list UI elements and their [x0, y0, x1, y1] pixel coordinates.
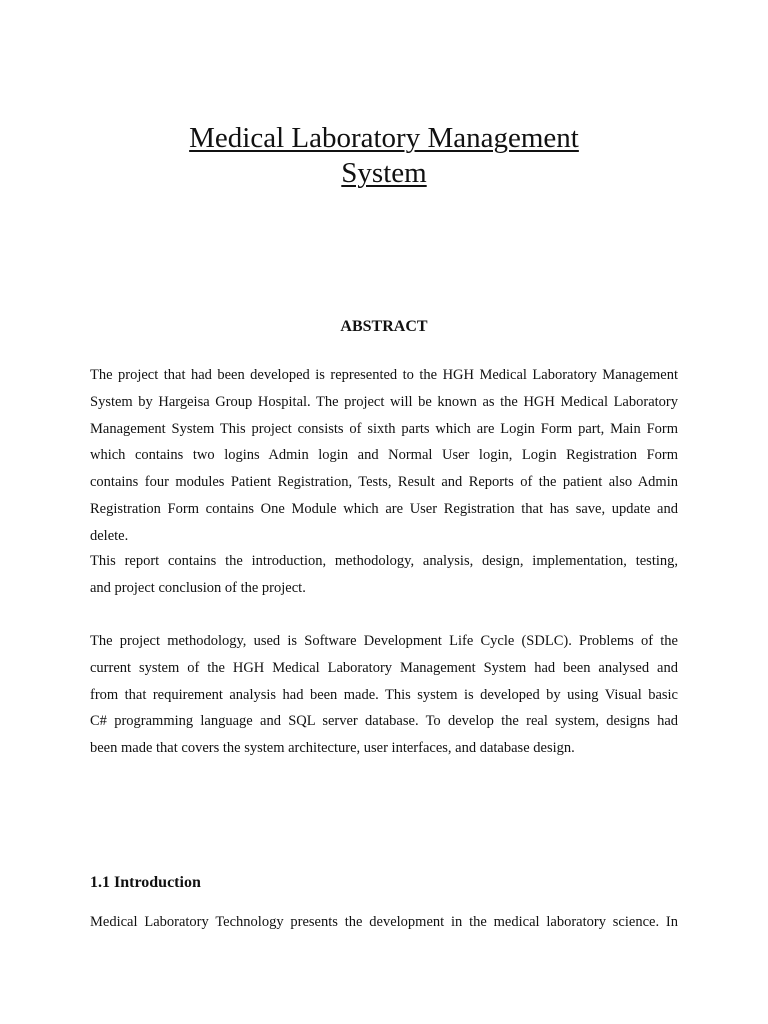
text-line: current system of the HGH Medical Laboratory Management System had been analysed and: [90, 659, 678, 676]
document-title-line-2: System: [341, 157, 427, 189]
text-line: which contains two logins Admin login and Normal User login, Login Registration Form: [90, 447, 678, 464]
abstract-heading: ABSTRACT: [340, 318, 428, 335]
text-line: delete.: [90, 527, 129, 544]
text-line: from that requirement analysis had been made. This system is developed by using Visual basic: [90, 686, 678, 703]
text-line: contains four modules Patient Registration, Tests, Result and Reports of the patient also Admin: [90, 474, 678, 491]
text-line: The project methodology, used is Software Development Life Cycle (SDLC). Problems of the: [90, 633, 678, 649]
text-line: Medical Laboratory Technology presents the development in the medical laboratory science. In: [90, 914, 678, 930]
text-line: Management System This project consists of sixth parts which are Login Form part, Main Form: [90, 420, 678, 437]
section-heading-introduction: 1.1 Introduction: [90, 874, 201, 891]
text-line: and project conclusion of the project.: [90, 579, 306, 596]
document-title-line-1: Medical Laboratory Management: [189, 122, 579, 154]
text-line: C# programming language and SQL server database. To develop the real system, designs had: [90, 713, 678, 730]
abstract-paragraph-1: [90, 362, 678, 550]
introduction-paragraph: [90, 909, 678, 936]
text-line: Registration Form contains One Module which are User Registration that has save, update and: [90, 500, 678, 517]
text-line: The project that had been developed is represented to the HGH Medical Laboratory Management: [90, 367, 678, 383]
text-line: been made that covers the system architecture, user interfaces, and database design.: [90, 740, 575, 757]
text-line: System by Hargeisa Group Hospital. The project will be known as the HGH Medical Laboratory: [90, 393, 678, 410]
text-line: This report contains the introduction, methodology, analysis, design, implementation, testing,: [90, 553, 678, 569]
abstract-paragraph-2: [90, 548, 678, 602]
abstract-paragraph-3: [90, 628, 678, 762]
